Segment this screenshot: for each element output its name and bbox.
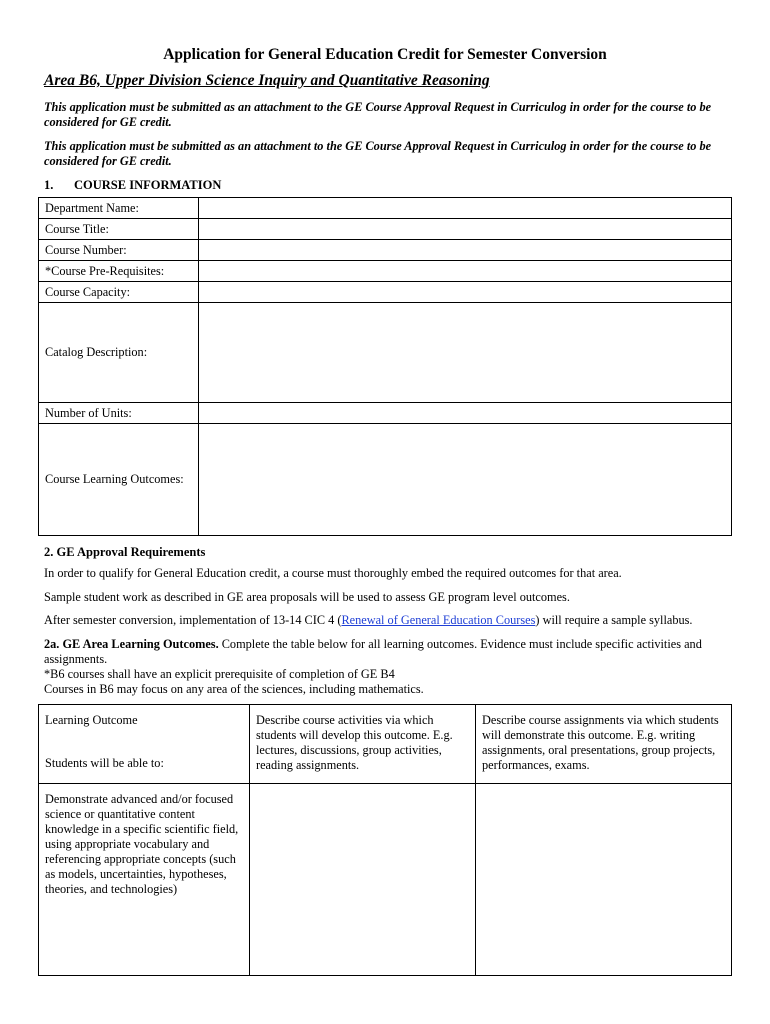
course-activities-header: Describe course activities via which students will develop this outcome. E.g. lectures, discussions, group activities, reading assignments. bbox=[250, 705, 476, 784]
requirements-paragraph-2: Sample student work as described in GE area proposals will be used to assess GE program level outcomes. bbox=[44, 590, 570, 604]
renewal-ge-courses-link[interactable]: Renewal of General Education Courses bbox=[341, 613, 536, 627]
learning-outcome-header-subtitle: Students will be able to: bbox=[45, 756, 164, 770]
course-capacity-field[interactable] bbox=[199, 282, 732, 303]
course-activities-field[interactable] bbox=[250, 784, 476, 976]
page-subtitle: Area B6, Upper Division Science Inquiry and Quantitative Reasoning bbox=[44, 72, 490, 89]
table-row bbox=[39, 784, 732, 976]
course-learning-outcomes-label: Course Learning Outcomes: bbox=[39, 424, 199, 536]
learning-outcomes-instructions bbox=[44, 637, 734, 697]
catalog-description-field[interactable] bbox=[199, 303, 732, 403]
learning-outcome-cell: Demonstrate advanced and/or focused science or quantitative content knowledge in a specific scientific field, using appropriate vocabulary and referencing appropriate concepts (such as models, uncertainties, hypotheses, theories, and technologies) bbox=[39, 784, 250, 976]
table-row bbox=[39, 705, 732, 784]
table-row bbox=[39, 261, 732, 282]
number-of-units-field[interactable] bbox=[199, 403, 732, 424]
table-row bbox=[39, 240, 732, 261]
course-assignments-field[interactable] bbox=[476, 784, 732, 976]
course-number-label: Course Number: bbox=[39, 240, 199, 261]
paragraph-3-text-before: After semester conversion, implementation of 13-14 CIC 4 ( bbox=[44, 613, 342, 627]
course-capacity-label: Course Capacity: bbox=[39, 282, 199, 303]
requirements-paragraph-3 bbox=[44, 613, 734, 628]
learning-outcome-header-title: Learning Outcome bbox=[45, 713, 138, 727]
page-title: Application for General Education Credit for Semester Conversion bbox=[163, 46, 607, 63]
number-of-units-label: Number of Units: bbox=[39, 403, 199, 424]
section-1-number: 1. bbox=[44, 178, 54, 192]
b6-prerequisite-note: *B6 courses shall have an explicit prerequisite of completion of GE B4 bbox=[44, 667, 395, 681]
section-2-heading: 2. GE Approval Requirements bbox=[44, 545, 206, 559]
submission-notice-2: This application must be submitted as an attachment to the GE Course Approval Request in Curriculog in order for the course to be considered for GE credit. bbox=[44, 139, 712, 168]
catalog-description-label: Catalog Description: bbox=[39, 303, 199, 403]
course-assignments-header: Describe course assignments via which students will demonstrate this outcome. E.g. writing assignments, oral presentations, group projects, performances, exams. bbox=[476, 705, 732, 784]
learning-outcomes-table bbox=[38, 704, 732, 976]
department-name-field[interactable] bbox=[199, 198, 732, 219]
section-1-title: COURSE INFORMATION bbox=[74, 178, 222, 192]
submission-notice-1: This application must be submitted as an attachment to the GE Course Approval Request in Curriculog in order for the course to be considered for GE credit. bbox=[44, 100, 712, 129]
course-learning-outcomes-field[interactable] bbox=[199, 424, 732, 536]
section-2a-text: Complete the table below for all learning outcomes. Evidence must include specific activities and assignments. bbox=[44, 637, 702, 666]
department-name-label: Department Name: bbox=[39, 198, 199, 219]
course-number-field[interactable] bbox=[199, 240, 732, 261]
table-row bbox=[39, 403, 732, 424]
course-title-field[interactable] bbox=[199, 219, 732, 240]
table-row bbox=[39, 219, 732, 240]
course-prerequisites-label: *Course Pre-Requisites: bbox=[39, 261, 199, 282]
course-prerequisites-field[interactable] bbox=[199, 261, 732, 282]
section-1-heading bbox=[44, 178, 221, 193]
table-row bbox=[39, 198, 732, 219]
b6-focus-note: Courses in B6 may focus on any area of the sciences, including mathematics. bbox=[44, 682, 424, 696]
table-row bbox=[39, 424, 732, 536]
course-information-table bbox=[38, 197, 732, 536]
requirements-paragraph-1: In order to qualify for General Education credit, a course must thoroughly embed the required outcomes for that area. bbox=[44, 566, 622, 580]
section-2a-heading: 2a. GE Area Learning Outcomes. bbox=[44, 637, 219, 651]
table-row bbox=[39, 303, 732, 403]
paragraph-3-text-after: ) will require a sample syllabus. bbox=[535, 613, 693, 627]
table-row bbox=[39, 282, 732, 303]
learning-outcome-header bbox=[39, 705, 250, 784]
course-title-label: Course Title: bbox=[39, 219, 199, 240]
